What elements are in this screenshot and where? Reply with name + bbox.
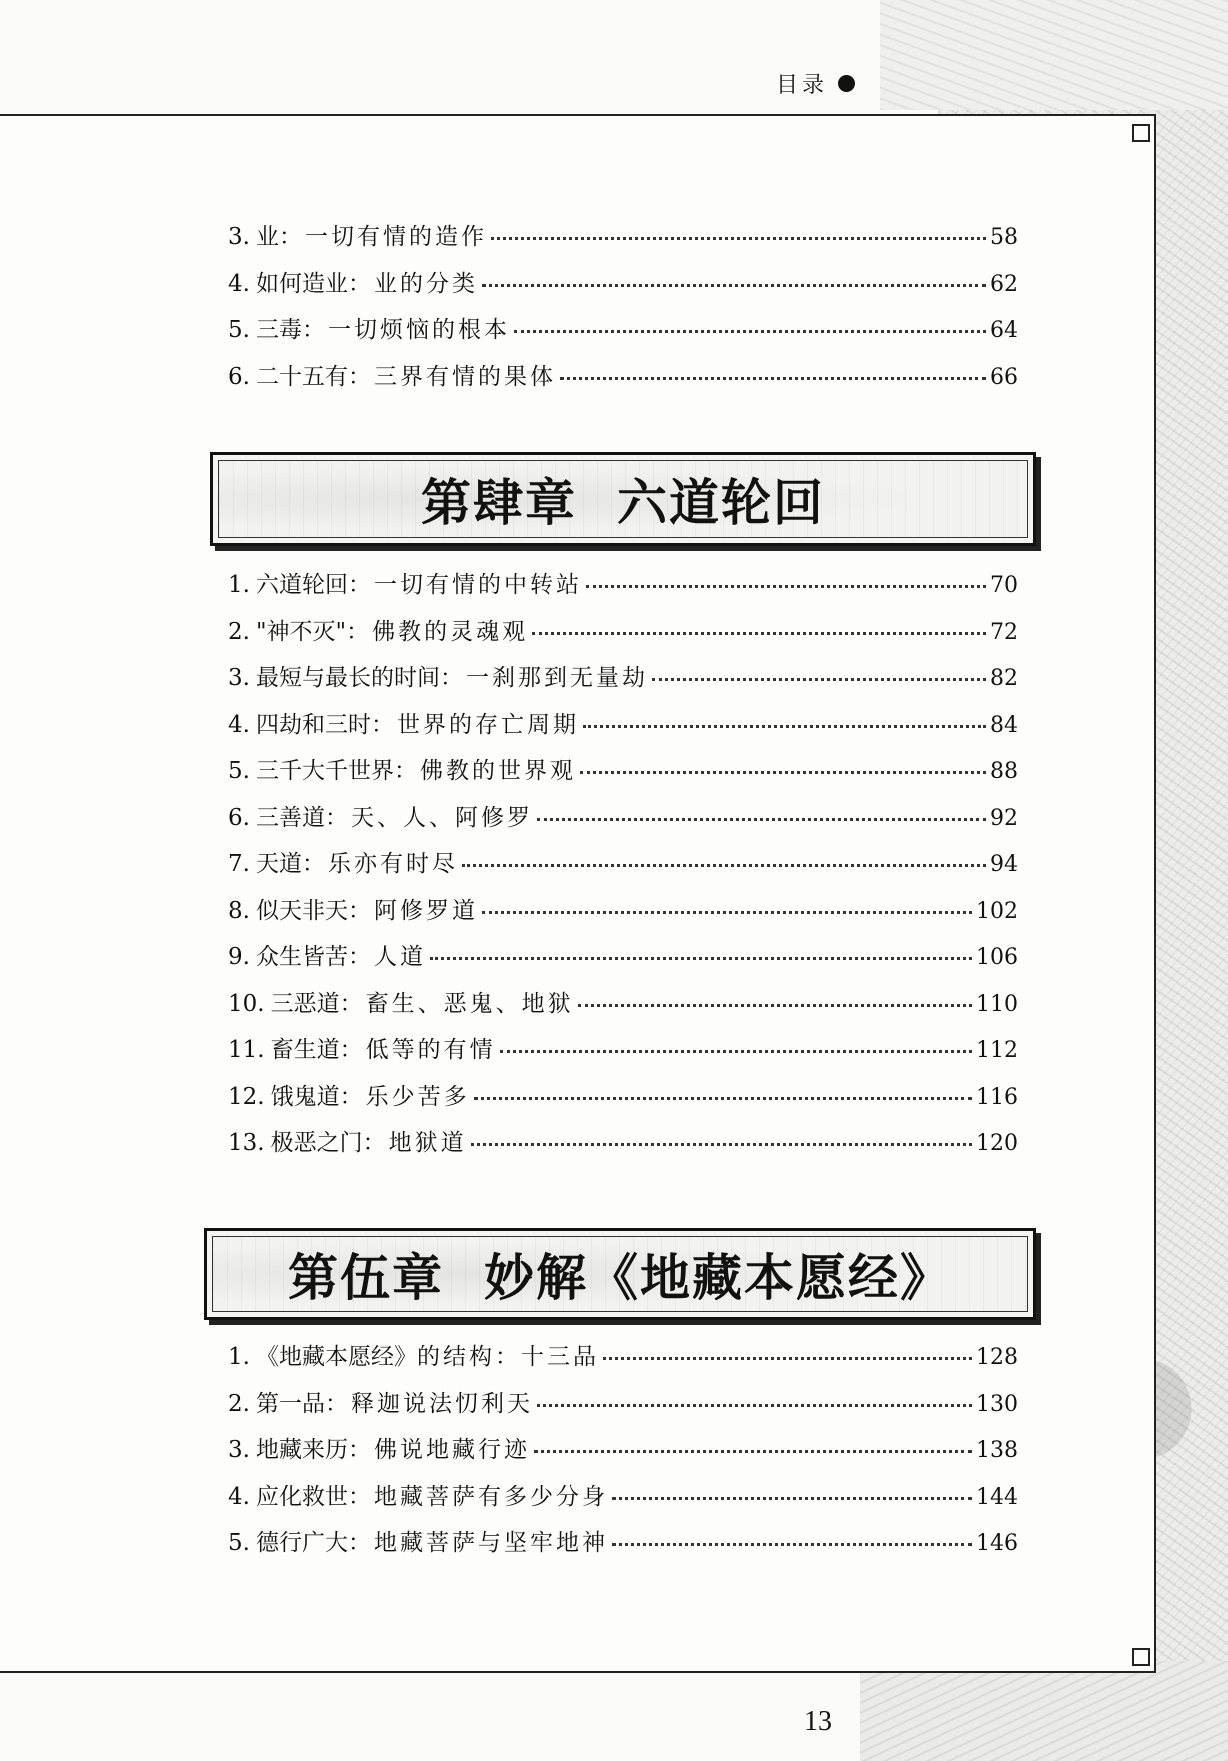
dot-leader bbox=[537, 818, 986, 821]
entry-page: 110 bbox=[976, 991, 1018, 1017]
frame-corner-ornament bbox=[1132, 124, 1150, 142]
entry-title: 极恶之门 bbox=[270, 1130, 363, 1156]
dot-leader bbox=[474, 1097, 972, 1100]
entry-subtitle: ：天、人、阿修罗 bbox=[324, 804, 533, 831]
toc-entry[interactable] bbox=[228, 659, 1018, 706]
toc-entry[interactable] bbox=[228, 799, 1018, 846]
entry-page: 62 bbox=[990, 271, 1018, 297]
entry-subtitle: ：释迦说法忉利天 bbox=[324, 1390, 533, 1417]
dot-leader bbox=[537, 1404, 972, 1407]
entry-title: "神不灭" bbox=[255, 618, 347, 645]
entry-subtitle: ：地藏菩萨有多少分身 bbox=[347, 1483, 608, 1510]
entry-number: 10. bbox=[228, 990, 265, 1017]
entry-title: 三千大千世界 bbox=[255, 758, 394, 784]
entry-subtitle: ：地藏菩萨与坚牢地神 bbox=[347, 1530, 608, 1556]
entry-number: 4. bbox=[228, 270, 250, 297]
toc-entry[interactable] bbox=[228, 1124, 1018, 1171]
header-label: 目录 bbox=[776, 73, 829, 98]
entry-subtitle: ：世界的存亡周期 bbox=[370, 711, 579, 738]
entry-number: 1. bbox=[228, 572, 250, 598]
entry-subtitle: ：一刹那到无量劫 bbox=[439, 665, 648, 691]
entry-title: 德行广大 bbox=[255, 1530, 348, 1556]
toc-entry[interactable] bbox=[228, 218, 1018, 265]
entry-number: 2. bbox=[228, 618, 250, 645]
entry-title: 三恶道 bbox=[270, 990, 340, 1017]
dot-leader bbox=[652, 678, 986, 681]
toc-section-continued bbox=[228, 218, 1018, 404]
toc-entry[interactable] bbox=[228, 613, 1018, 660]
entry-number: 13. bbox=[228, 1130, 265, 1156]
chapter-4-title bbox=[421, 463, 825, 535]
entry-title: 业 bbox=[255, 224, 279, 250]
entry-number: 6. bbox=[228, 363, 250, 390]
entry-page: 102 bbox=[976, 898, 1018, 924]
entry-page: 94 bbox=[990, 852, 1018, 877]
entry-number: 3. bbox=[228, 1437, 250, 1463]
dot-leader bbox=[603, 1357, 972, 1360]
toc-entry[interactable] bbox=[228, 938, 1018, 985]
entry-number: 7. bbox=[228, 851, 250, 877]
entry-subtitle: 的结构：十三品 bbox=[416, 1344, 599, 1370]
entry-title: 畜生道 bbox=[270, 1037, 340, 1063]
toc-entry[interactable] bbox=[228, 706, 1018, 753]
toc-entry[interactable] bbox=[228, 1078, 1018, 1125]
chapter-4-heading[interactable] bbox=[210, 452, 1036, 546]
dot-leader bbox=[580, 771, 986, 774]
chapter-name: 妙解《地藏本愿经》 bbox=[484, 1248, 952, 1307]
entry-subtitle: ：佛说地藏行迹 bbox=[347, 1437, 530, 1463]
running-header bbox=[776, 68, 855, 99]
toc-entry[interactable] bbox=[228, 1478, 1018, 1525]
dot-leader bbox=[491, 237, 986, 240]
chapter-number: 第伍章 bbox=[288, 1248, 444, 1307]
entry-page: 64 bbox=[990, 318, 1018, 343]
dot-leader bbox=[514, 330, 986, 333]
entry-page: 66 bbox=[990, 364, 1018, 390]
entry-number: 3. bbox=[228, 665, 250, 691]
page-number: 13 bbox=[804, 1706, 832, 1737]
chapter-5-title bbox=[288, 1238, 952, 1310]
toc-entry[interactable] bbox=[228, 752, 1018, 799]
entry-subtitle: ：一切有情的中转站 bbox=[347, 572, 582, 598]
toc-chapter-5 bbox=[228, 1338, 1018, 1571]
dot-leader bbox=[534, 1450, 972, 1453]
entry-number: 2. bbox=[228, 1390, 250, 1417]
dot-leader bbox=[578, 1004, 972, 1007]
entry-subtitle: ：佛教的世界观 bbox=[393, 758, 576, 784]
entry-page: 58 bbox=[990, 225, 1018, 250]
entry-title: 最短与最长的时间 bbox=[255, 665, 440, 691]
entry-title: 第一品 bbox=[255, 1390, 325, 1417]
entry-subtitle: ：人道 bbox=[347, 944, 426, 970]
entry-page: 72 bbox=[990, 619, 1018, 645]
dot-leader bbox=[612, 1497, 972, 1500]
bullet-icon bbox=[838, 75, 855, 92]
entry-subtitle: ：一切有情的造作 bbox=[278, 224, 487, 250]
entry-subtitle: ：阿修罗道 bbox=[347, 897, 478, 924]
entry-subtitle: ：三界有情的果体 bbox=[347, 363, 556, 390]
entry-page: 70 bbox=[990, 573, 1018, 598]
entry-page: 138 bbox=[976, 1438, 1018, 1463]
toc-entry[interactable] bbox=[228, 265, 1018, 312]
entry-title: 四劫和三时 bbox=[255, 711, 371, 738]
dot-leader bbox=[586, 585, 986, 588]
entry-number: 3. bbox=[228, 224, 250, 250]
entry-page: 146 bbox=[976, 1531, 1018, 1556]
dot-leader bbox=[612, 1543, 972, 1546]
entry-page: 106 bbox=[976, 945, 1018, 970]
entry-title: 饿鬼道 bbox=[270, 1083, 340, 1110]
entry-page: 82 bbox=[990, 666, 1018, 691]
dot-leader bbox=[560, 377, 986, 380]
entry-number: 5. bbox=[228, 1530, 250, 1556]
entry-number: 9. bbox=[228, 944, 250, 970]
decorative-engraving-top bbox=[880, 0, 1228, 110]
entry-title: 地藏来历 bbox=[255, 1437, 348, 1463]
toc-entry[interactable] bbox=[228, 358, 1018, 405]
entry-page: 120 bbox=[976, 1131, 1018, 1156]
toc-chapter-4 bbox=[228, 566, 1018, 1171]
entry-title: 应化救世 bbox=[255, 1483, 348, 1510]
toc-entry[interactable] bbox=[228, 1385, 1018, 1432]
entry-page: 88 bbox=[990, 759, 1018, 784]
entry-subtitle: ：佛教的灵魂观 bbox=[346, 618, 529, 645]
toc-entry[interactable] bbox=[228, 1431, 1018, 1478]
dot-leader bbox=[471, 1143, 972, 1146]
entry-number: 5. bbox=[228, 317, 250, 343]
entry-number: 5. bbox=[228, 758, 250, 784]
entry-page: 128 bbox=[976, 1345, 1018, 1370]
entry-number: 12. bbox=[228, 1083, 265, 1110]
dot-leader bbox=[482, 911, 972, 914]
entry-number: 4. bbox=[228, 1483, 250, 1510]
entry-title: 三善道 bbox=[255, 804, 325, 831]
chapter-number: 第肆章 bbox=[421, 473, 577, 532]
toc-entry[interactable] bbox=[228, 1338, 1018, 1385]
entry-number: 11. bbox=[228, 1037, 265, 1063]
entry-subtitle: ：地狱道 bbox=[362, 1130, 467, 1156]
chapter-name: 六道轮回 bbox=[617, 473, 825, 532]
entry-number: 1. bbox=[228, 1344, 250, 1370]
entry-page: 130 bbox=[976, 1391, 1018, 1417]
toc-entry[interactable] bbox=[228, 892, 1018, 939]
entry-title: 似天非天 bbox=[255, 897, 348, 924]
dot-leader bbox=[500, 1050, 972, 1053]
entry-title: 三毒 bbox=[255, 317, 302, 343]
entry-title: 二十五有 bbox=[255, 363, 348, 390]
dot-leader bbox=[430, 957, 972, 960]
entry-page: 116 bbox=[976, 1084, 1018, 1110]
toc-entry[interactable] bbox=[228, 985, 1018, 1032]
dot-leader bbox=[462, 864, 986, 867]
entry-page: 92 bbox=[990, 805, 1018, 831]
toc-entry[interactable] bbox=[228, 845, 1018, 892]
entry-subtitle: ：低等的有情 bbox=[339, 1037, 496, 1063]
entry-page: 84 bbox=[990, 712, 1018, 738]
entry-number: 4. bbox=[228, 711, 250, 738]
frame-corner-ornament bbox=[1132, 1648, 1150, 1666]
decorative-engraving-bottom bbox=[860, 1661, 1228, 1761]
entry-page: 112 bbox=[976, 1038, 1018, 1063]
chapter-5-heading[interactable] bbox=[204, 1228, 1036, 1320]
entry-title: 众生皆苦 bbox=[255, 944, 348, 970]
toc-entry[interactable] bbox=[228, 566, 1018, 613]
entry-page: 144 bbox=[976, 1484, 1018, 1510]
toc-entry[interactable] bbox=[228, 311, 1018, 358]
entry-subtitle: ：一切烦恼的根本 bbox=[301, 317, 510, 343]
dot-leader bbox=[532, 632, 986, 635]
entry-number: 6. bbox=[228, 804, 250, 831]
entry-title: 天道 bbox=[255, 851, 302, 877]
entry-subtitle: ：乐亦有时尽 bbox=[301, 851, 458, 877]
toc-entry[interactable] bbox=[228, 1524, 1018, 1571]
entry-number: 8. bbox=[228, 897, 250, 924]
entry-subtitle: ：畜生、恶鬼、地狱 bbox=[339, 990, 574, 1017]
dot-leader bbox=[482, 284, 986, 287]
entry-title: 《地藏本愿经》 bbox=[255, 1344, 417, 1370]
entry-subtitle: ：乐少苦多 bbox=[339, 1083, 470, 1110]
dot-leader bbox=[583, 725, 986, 728]
entry-title: 如何造业 bbox=[255, 270, 348, 297]
entry-subtitle: ：业的分类 bbox=[347, 270, 478, 297]
toc-entry[interactable] bbox=[228, 1031, 1018, 1078]
entry-title: 六道轮回 bbox=[255, 572, 348, 598]
